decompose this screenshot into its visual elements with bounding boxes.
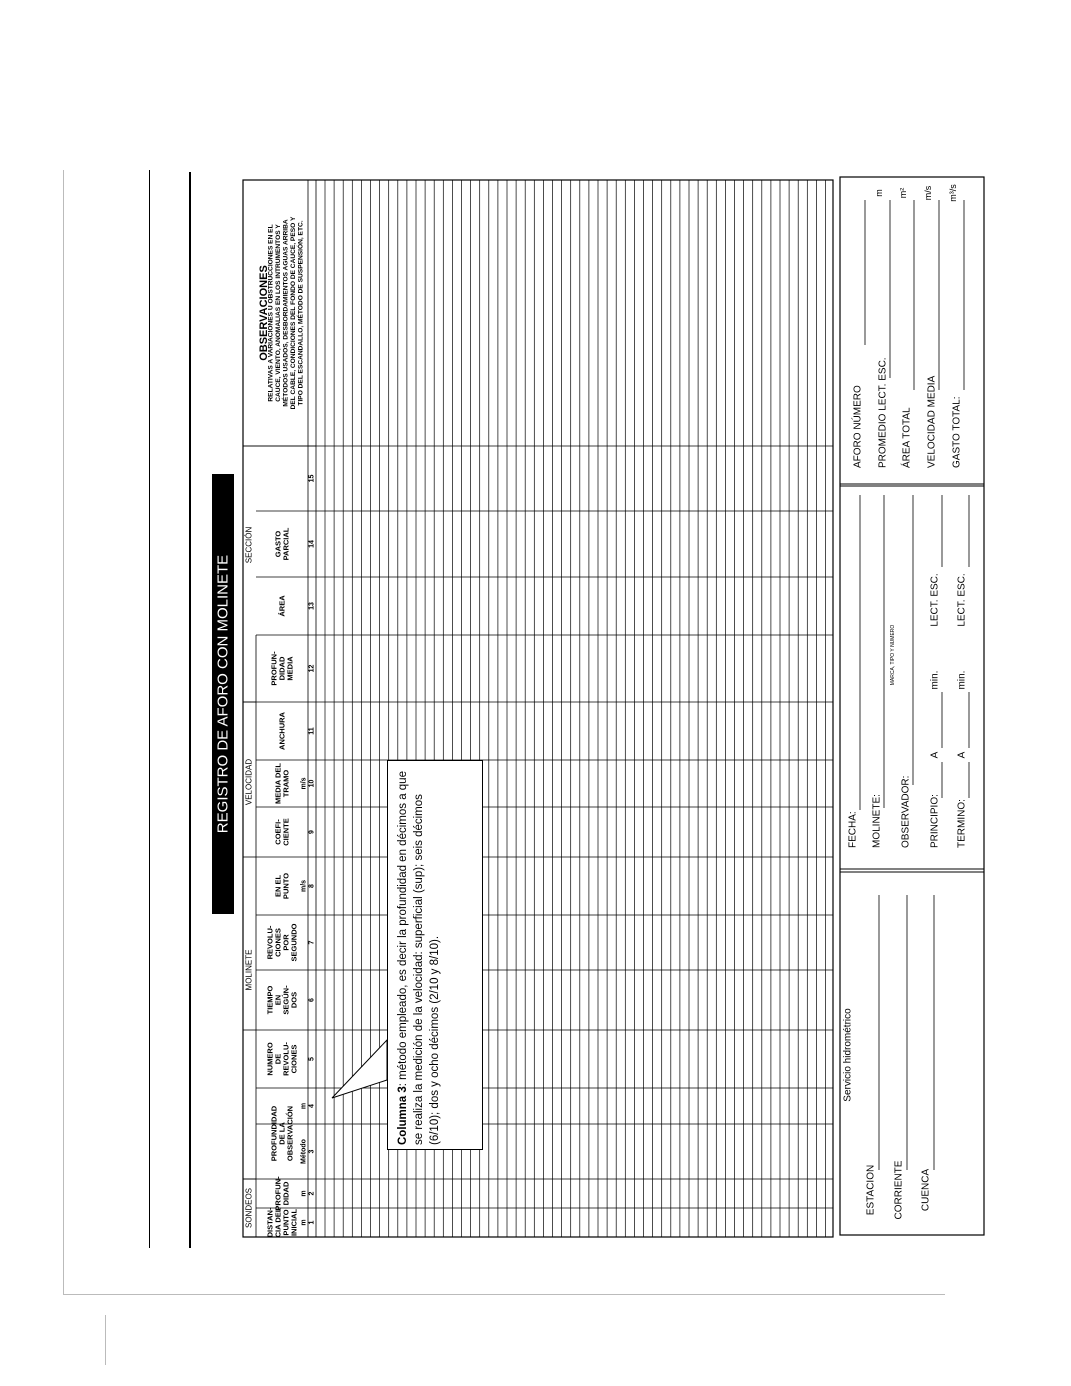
text-line: POR <box>281 934 291 951</box>
text-line: LECT. ESC. <box>929 573 941 627</box>
text-line: 3 <box>308 1149 316 1154</box>
text-line: DE <box>273 1053 283 1065</box>
text-line: MOLINETE: <box>871 794 883 848</box>
column-header <box>266 1207 299 1237</box>
footer-right-label <box>952 396 963 468</box>
text-line: CAUCE, VIENTO, ANOMALIAS EN LOS INTRUMENTOS Y <box>275 224 283 402</box>
termino-label <box>957 799 968 848</box>
text-line: PROFUNDIDAD <box>269 1105 279 1162</box>
text-line: DIDAD <box>281 1181 291 1206</box>
principio-min <box>930 671 941 690</box>
text-line: GASTO <box>273 530 283 558</box>
column-number <box>309 884 316 888</box>
text-line: A <box>956 751 968 759</box>
column-number <box>309 780 316 788</box>
text-line: CUENCA <box>920 1168 932 1212</box>
text-line: PUNTO <box>281 872 291 900</box>
column-number <box>309 475 316 483</box>
footer-unit <box>948 184 958 202</box>
text-line: DISTAN- <box>265 1207 275 1238</box>
text-line: 14 <box>308 540 316 548</box>
text-line: m/s <box>300 879 308 893</box>
fecha-label <box>848 811 859 848</box>
column-header <box>270 1105 295 1161</box>
footer-left-label <box>894 1160 905 1219</box>
text-line: ÁREA <box>277 595 287 617</box>
text-line: MARCA, TIPO Y NUMERO <box>890 624 896 686</box>
callout-text <box>395 765 443 1145</box>
text-line: 4 <box>308 1104 316 1108</box>
text-line: SEGUNDO <box>289 923 299 962</box>
footer-right-label <box>878 357 889 468</box>
text-line: MÉTODOS USADOS, DESBORDAMIENTOS AGUAS ARRIBA <box>282 219 290 407</box>
termino-min <box>957 671 968 690</box>
text-line: OBSERVACIÓN <box>285 1105 295 1162</box>
text-line: PUNTO <box>281 1209 291 1236</box>
text-line: RELATIVAS A VARIACIONES U OBSTRUCCIONES EN EL <box>267 224 275 402</box>
text-line: VELOCIDAD <box>244 758 254 806</box>
text-line: m/s <box>300 777 308 790</box>
column-number <box>309 940 316 944</box>
column-unit <box>301 777 308 789</box>
text-line: REVOLU- <box>281 1042 291 1076</box>
text-line: SEGÚN- <box>281 985 291 1015</box>
column-number <box>309 1104 316 1108</box>
text-line: 5 <box>308 1057 316 1061</box>
text-line: m <box>300 1190 308 1197</box>
callout-pointer <box>332 1040 387 1098</box>
column-number <box>309 1149 316 1153</box>
form-title <box>215 555 232 833</box>
footer-unit <box>898 188 908 199</box>
text-line: 1 <box>308 1220 316 1225</box>
column-header <box>278 711 287 749</box>
text-line: REGISTRO DE AFORO CON MOLINETE <box>214 554 232 834</box>
text-line: LECT. ESC. <box>956 573 968 627</box>
column-number <box>309 1057 316 1061</box>
text-line: 9 <box>308 830 316 834</box>
column-header <box>268 216 305 409</box>
text-line: CIONES <box>273 928 283 957</box>
text-line: m <box>300 1102 308 1110</box>
column-header <box>274 1176 291 1211</box>
text-line: DOS <box>289 991 299 1009</box>
text-line: AFORO NÚMERO <box>852 385 864 468</box>
molinete-label <box>872 794 883 848</box>
molinete-caption <box>890 625 896 686</box>
footer-right-label <box>927 375 938 468</box>
text-line: TIEMPO <box>265 985 275 1015</box>
text-line: FECHA: <box>847 811 859 848</box>
text-line: 13 <box>308 602 316 610</box>
footer-unit <box>874 189 884 197</box>
text-line: EN <box>273 994 283 1006</box>
termino-lect <box>957 573 968 626</box>
column-header <box>266 985 299 1015</box>
column-header <box>274 818 291 846</box>
footer-left-label <box>866 1165 877 1215</box>
column-header <box>274 873 291 899</box>
text-line: ESTACION <box>865 1164 877 1216</box>
text-line: EN EL <box>273 874 283 898</box>
callout-body: : método empleado, es decir la profundidad en décimos a que se realiza la medición de la velocidad: superficial (sup); seis décimos (6/10); dos y ocho décimos (2/10 y 8/10). <box>397 771 441 1145</box>
principio-a <box>930 751 941 758</box>
text-line: m <box>874 189 884 197</box>
column-number <box>309 998 316 1002</box>
text-line: CORRIENTE <box>893 1160 905 1220</box>
text-line: CIENTE <box>281 818 291 846</box>
column-number <box>309 602 316 610</box>
group-sondeos <box>245 1188 254 1228</box>
text-line: A <box>929 751 941 759</box>
column-unit <box>301 880 308 892</box>
text-line: TERMINO: <box>956 799 968 848</box>
footer-right-label <box>851 385 864 468</box>
observador-label <box>901 776 912 848</box>
principio-lect <box>930 573 941 626</box>
text-line: 11 <box>308 727 316 735</box>
text-line: PARCIAL <box>281 527 291 561</box>
text-line: m² <box>898 187 908 199</box>
column-number <box>309 1220 316 1224</box>
column-header <box>266 1042 299 1076</box>
text-line: Servicio hidrométrico <box>842 1008 854 1102</box>
callout-bold: Columna 3 <box>397 1086 409 1145</box>
text-line: DE LA <box>277 1122 287 1145</box>
footer-left-label <box>921 1169 932 1212</box>
text-line: PROMEDIO LECT. ESC. <box>877 357 889 468</box>
text-line: TRAMO <box>281 769 291 798</box>
table-frame <box>243 180 833 1237</box>
column-unit <box>301 1139 308 1164</box>
text-line: 7 <box>308 940 316 945</box>
column-number <box>309 665 316 673</box>
footer-right-label <box>900 407 913 468</box>
principio-label <box>930 794 941 848</box>
text-line: 15 <box>308 474 316 483</box>
column-unit <box>301 1219 308 1225</box>
column-unit <box>301 1190 308 1196</box>
text-line: MOLINETE <box>244 949 254 991</box>
text-line: min. <box>929 670 941 690</box>
text-line: MEDIA <box>285 656 295 681</box>
text-line: m/s <box>923 185 933 201</box>
text-line: GASTO TOTAL: <box>951 396 963 468</box>
text-line: REVOLU- <box>265 925 275 960</box>
group-velocidad <box>245 759 254 805</box>
text-line: 2 <box>308 1191 316 1196</box>
text-line: 6 <box>308 998 316 1002</box>
text-line: PROFUN- <box>273 1176 283 1211</box>
text-line: DEL CABLE, CONDICIONES DEL FONDO DE CAUCE, PESO Y <box>289 216 297 410</box>
text-line: 10 <box>308 779 316 788</box>
footer-unit <box>923 185 933 200</box>
group-seccion <box>245 527 254 564</box>
text-line: min. <box>956 670 968 690</box>
column-header <box>270 651 295 686</box>
column-header <box>274 763 291 804</box>
text-line: PRINCIPIO: <box>929 794 941 848</box>
text-line: COEFI- <box>273 819 283 845</box>
text-line: m³/s <box>948 184 958 202</box>
service-label <box>843 1008 854 1102</box>
text-line: VELOCIDAD MEDIA <box>926 375 938 468</box>
text-line: ANCHURA <box>277 712 287 750</box>
group-molinete <box>245 950 254 991</box>
text-line: SONDEOS <box>244 1187 254 1229</box>
termino-a <box>957 751 968 758</box>
text-line: OBSERVACIONES <box>258 265 270 361</box>
text-line: TIPO DEL ESCANDALLO, MÉTODO DE SUSPENSIÓN, ETC. <box>297 220 305 406</box>
text-line: m <box>300 1219 308 1226</box>
text-line: Método <box>300 1139 308 1164</box>
column-header <box>274 527 291 560</box>
text-line: MEDIA DEL <box>273 763 283 804</box>
text-line: 8 <box>308 884 316 888</box>
column-number <box>309 540 316 548</box>
text-line: SECCIÓN <box>244 526 254 564</box>
text-line: DIDAD <box>277 656 287 681</box>
text-line: NUMERO <box>265 1042 275 1076</box>
text-line: PROFUN- <box>269 651 279 686</box>
text-line: CIA DEL <box>273 1207 283 1238</box>
footer-frame <box>840 177 984 1235</box>
column-header <box>278 595 287 617</box>
column-number <box>309 727 316 735</box>
column-unit <box>301 1103 308 1109</box>
column-header <box>266 923 299 961</box>
text-line: INICIAL <box>289 1208 299 1237</box>
text-line: 12 <box>308 664 316 673</box>
text-line: CIONES <box>289 1044 299 1074</box>
text-line: OBSERVADOR: <box>900 775 912 848</box>
text-line: ÁREA TOTAL <box>901 407 913 468</box>
column-number <box>309 1191 316 1195</box>
column-number <box>309 830 316 834</box>
